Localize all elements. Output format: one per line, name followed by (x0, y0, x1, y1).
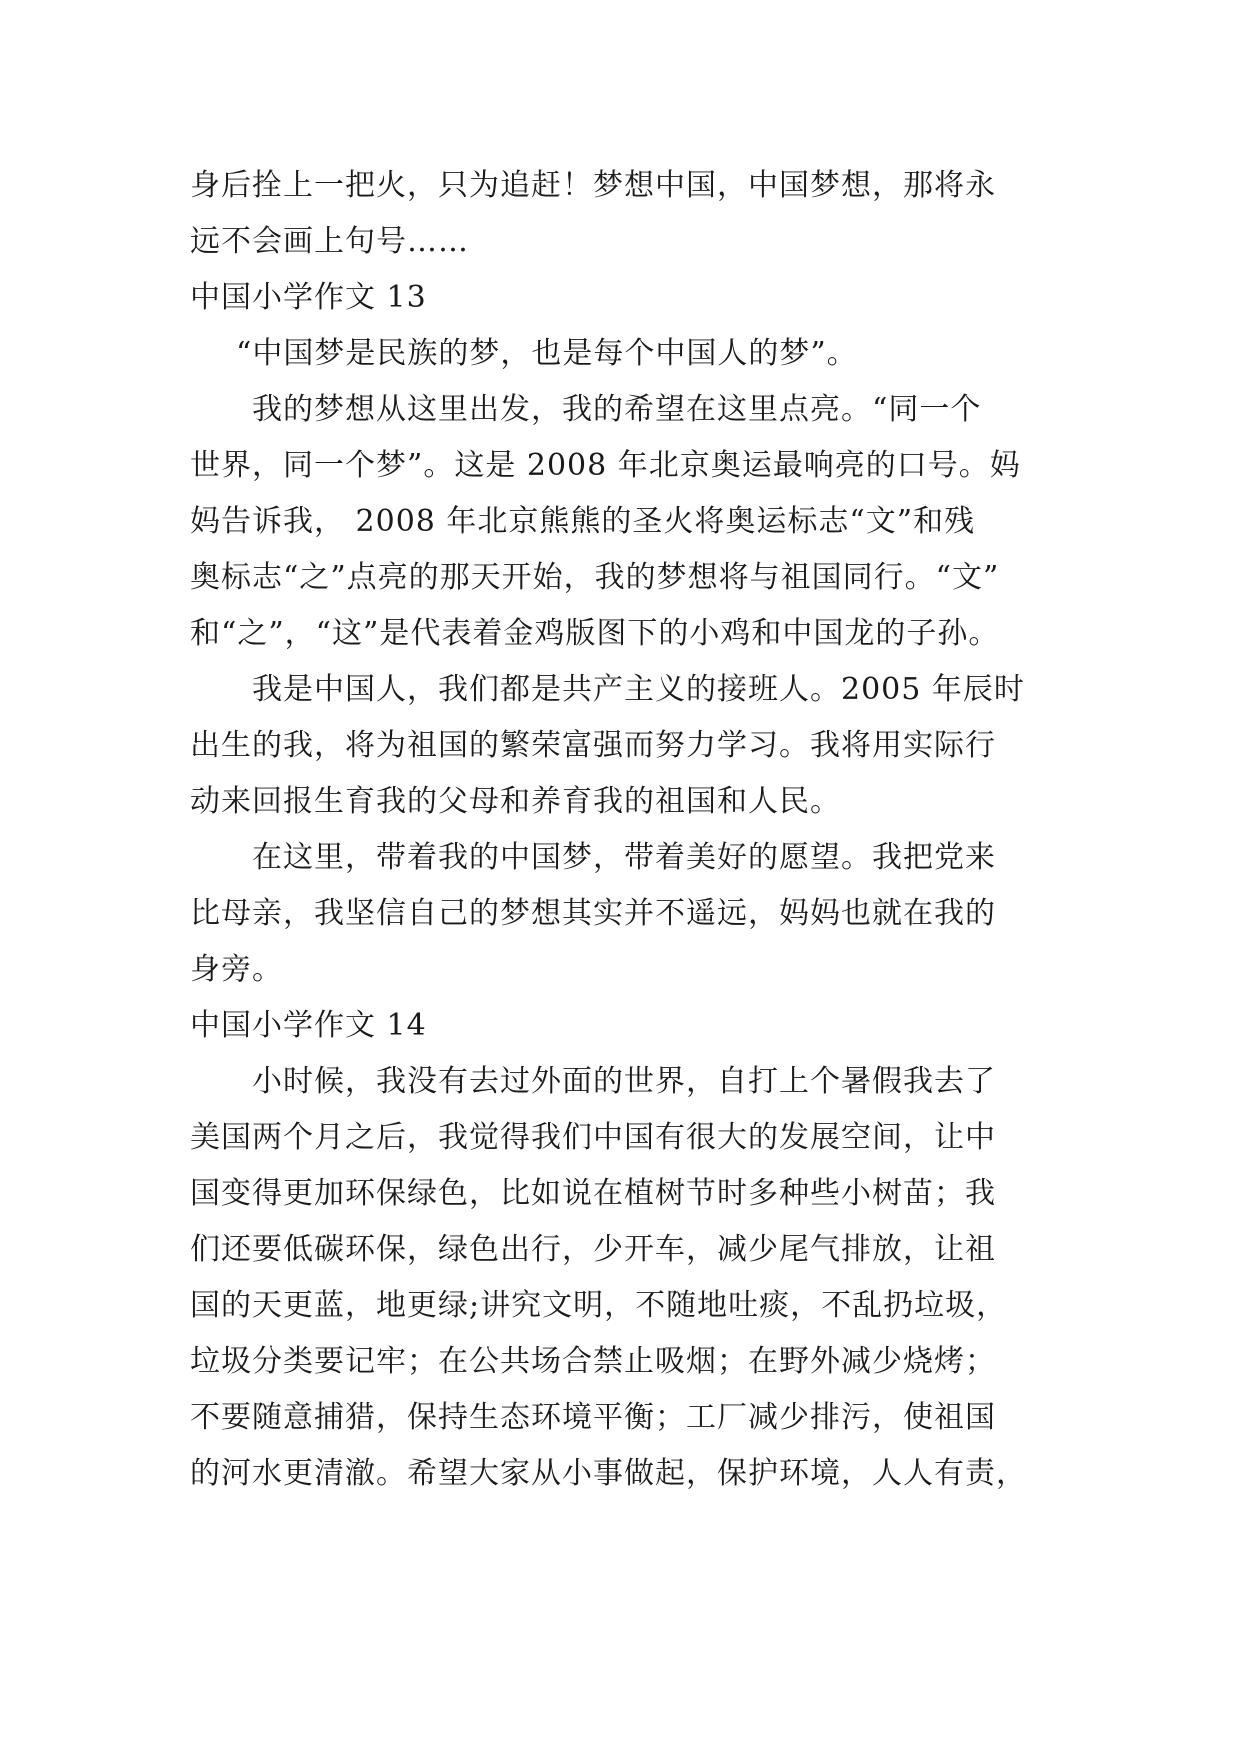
text-line: 动来回报生育我的父母和养育我的祖国和人民。 (190, 784, 841, 819)
text-line: 垃圾分类要记牢；在公共场合禁止吸烟；在野外减少烧烤； (190, 1344, 996, 1379)
paragraph-start-line: 我的梦想从这里出发，我的希望在这里点亮。“同一个 (252, 392, 982, 427)
text-line: 身旁。 (190, 952, 283, 987)
text-line: 身后拴上一把火，只为追赶！梦想中国，中国梦想，那将永 (190, 168, 996, 203)
section-heading: 中国小学作文 14 (190, 1008, 427, 1043)
text-line: 美国两个月之后，我觉得我们中国有很大的发展空间，让中 (190, 1120, 996, 1155)
section-heading: 中国小学作文 13 (190, 280, 427, 315)
text-line: 国变得更加环保绿色，比如说在植树节时多种些小树苗；我 (190, 1176, 996, 1211)
text-line: 妈告诉我， 2008 年北京熊熊的圣火将奥运标志“文”和残 (190, 504, 976, 539)
text-line: 出生的我，将为祖国的繁荣富强而努力学习。我将用实际行 (190, 728, 996, 763)
document-body (190, 158, 1055, 1502)
paragraph-start-line: 小时候，我没有去过外面的世界，自打上个暑假我去了 (252, 1064, 996, 1099)
text-line: 们还要低碳环保，绿色出行，少开车，减少尾气排放，让祖 (190, 1232, 996, 1267)
text-line: 远不会画上句号…… (190, 224, 469, 259)
text-line: 不要随意捕猎，保持生态环境平衡；工厂减少排污，使祖国 (190, 1400, 996, 1435)
text-line: 比母亲，我坚信自己的梦想其实并不遥远，妈妈也就在我的 (190, 896, 996, 931)
text-line: 的河水更清澈。希望大家从小事做起，保护环境，人人有责， (190, 1456, 1027, 1491)
quote-line: “中国梦是民族的梦，也是每个中国人的梦”。 (236, 336, 858, 371)
paragraph-start-line: 在这里，带着我的中国梦，带着美好的愿望。我把党来 (252, 840, 996, 875)
text-line: 和“之”，“这”是代表着金鸡版图下的小鸡和中国龙的子孙。 (190, 616, 1000, 651)
text-line: 国的天更蓝，地更绿;讲究文明，不随地吐痰，不乱扔垃圾， (190, 1288, 1008, 1323)
paragraph-start-line: 我是中国人，我们都是共产主义的接班人。2005 年辰时 (252, 672, 1025, 707)
text-line: 奥标志“之”点亮的那天开始，我的梦想将与祖国同行。“文” (190, 560, 1000, 595)
text-line: 世界，同一个梦”。这是 2008 年北京奥运最响亮的口号。妈 (190, 448, 1021, 483)
